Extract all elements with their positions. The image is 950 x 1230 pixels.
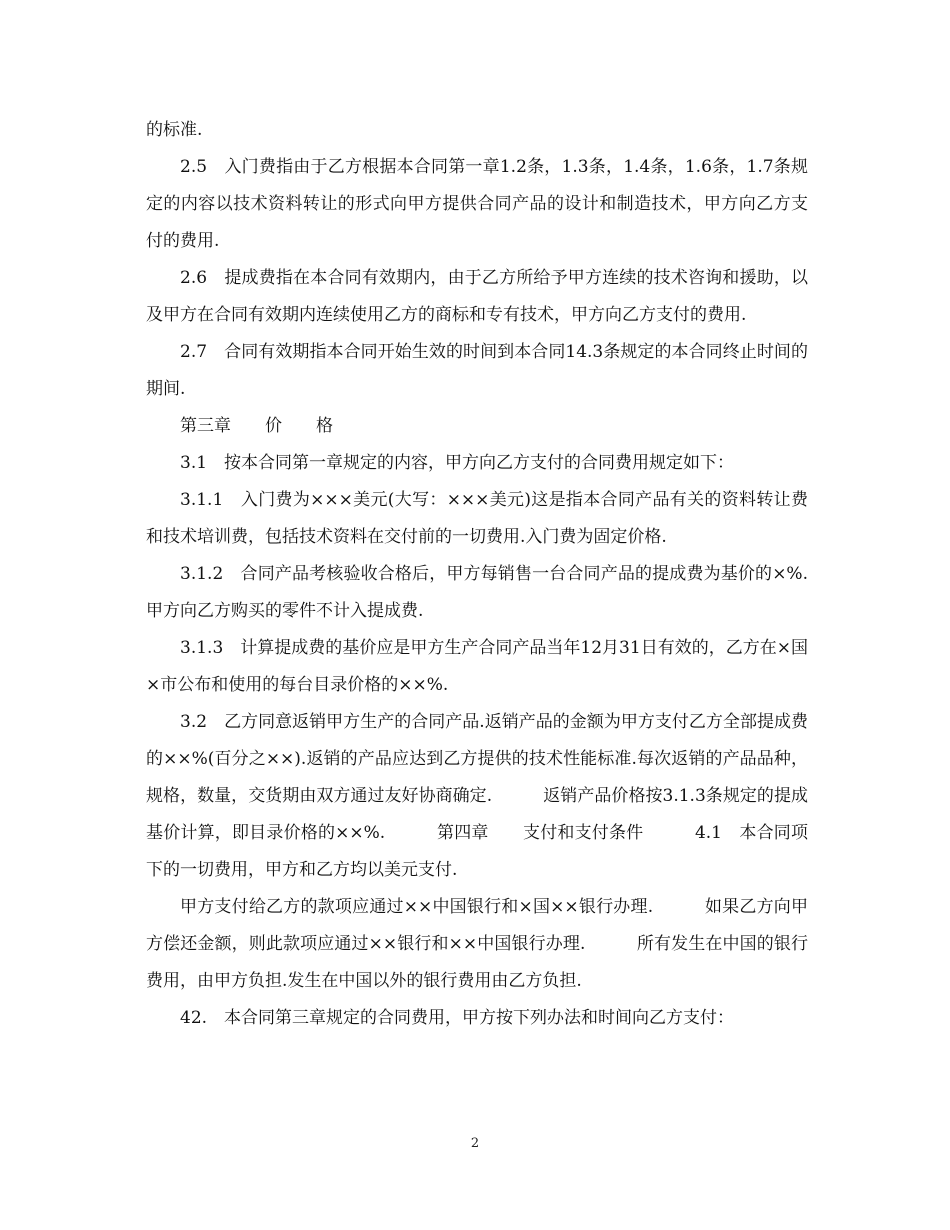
paragraph-3-1-2: 3.1.2 合同产品考核验收合格后，甲方每销售一台合同产品的提成费为基价的×%.甲方向乙方购买的零件不计入提成费. bbox=[146, 564, 808, 621]
paragraph-continuation: 的标准. bbox=[146, 120, 203, 140]
paragraph-3-1: 3.1 按本合同第一章规定的内容，甲方向乙方支付的合同费用规定如下： bbox=[180, 453, 735, 473]
chapter-3-heading: 第三章 价 格 bbox=[180, 416, 333, 436]
paragraph-4-2: 42. 本合同第三章规定的合同费用，甲方按下列办法和时间向乙方支付： bbox=[180, 1008, 735, 1028]
paragraph-3-1-3: 3.1.3 计算提成费的基价应是甲方生产合同产品当年12月31日有效的，乙方在×国×市公布和使用的每台目录价格的××%. bbox=[146, 638, 808, 695]
paragraph-2-7: 2.7 合同有效期指本合同开始生效的时间到本合同14.3条规定的本合同终止时间的期间. bbox=[146, 342, 808, 399]
page-number: 2 bbox=[470, 1136, 480, 1151]
paragraph-2-6: 2.6 提成费指在本合同有效期内，由于乙方所给予甲方连续的技术咨询和援助，以及甲方在合同有效期内连续使用乙方的商标和专有技术，甲方向乙方支付的费用. bbox=[146, 268, 808, 325]
paragraph-3-1-1: 3.1.1 入门费为×××美元(大写：×××美元)这是指本合同产品有关的资料转让费和技术培训费，包括技术资料在交付前的一切费用.入门费为固定价格. bbox=[146, 490, 808, 547]
paragraph-3-2: 3.2 乙方同意返销甲方生产的合同产品.返销产品的金额为甲方支付乙方全部提成费的××%(百分之××).返销的产品应达到乙方提供的技术性能标准.每次返销的产品品种，规格，数量，交货期由双方通过友好协商确定. 返销产品价格按3.1.3条规定的提成基价计算，即目录价格的××%. 第四章 支付和支付条件 4.1 本合同项下的一切费用，甲方和乙方均以美元支付. bbox=[146, 712, 808, 880]
paragraph-payment-banks: 甲方支付给乙方的款项应通过××中国银行和×国××银行办理. 如果乙方向甲方偿还金额，则此款项应通过××银行和××中国银行办理. 所有发生在中国的银行费用，由甲方负担.发生在中国以外的银行费用由乙方负担. bbox=[146, 897, 808, 991]
paragraph-2-5: 2.5 入门费指由于乙方根据本合同第一章1.2条，1.3条，1.4条，1.6条，1.7条规定的内容以技术资料转让的形式向甲方提供合同产品的设计和制造技术，甲方向乙方支付的费用. bbox=[146, 157, 808, 251]
document-body bbox=[146, 112, 808, 1037]
